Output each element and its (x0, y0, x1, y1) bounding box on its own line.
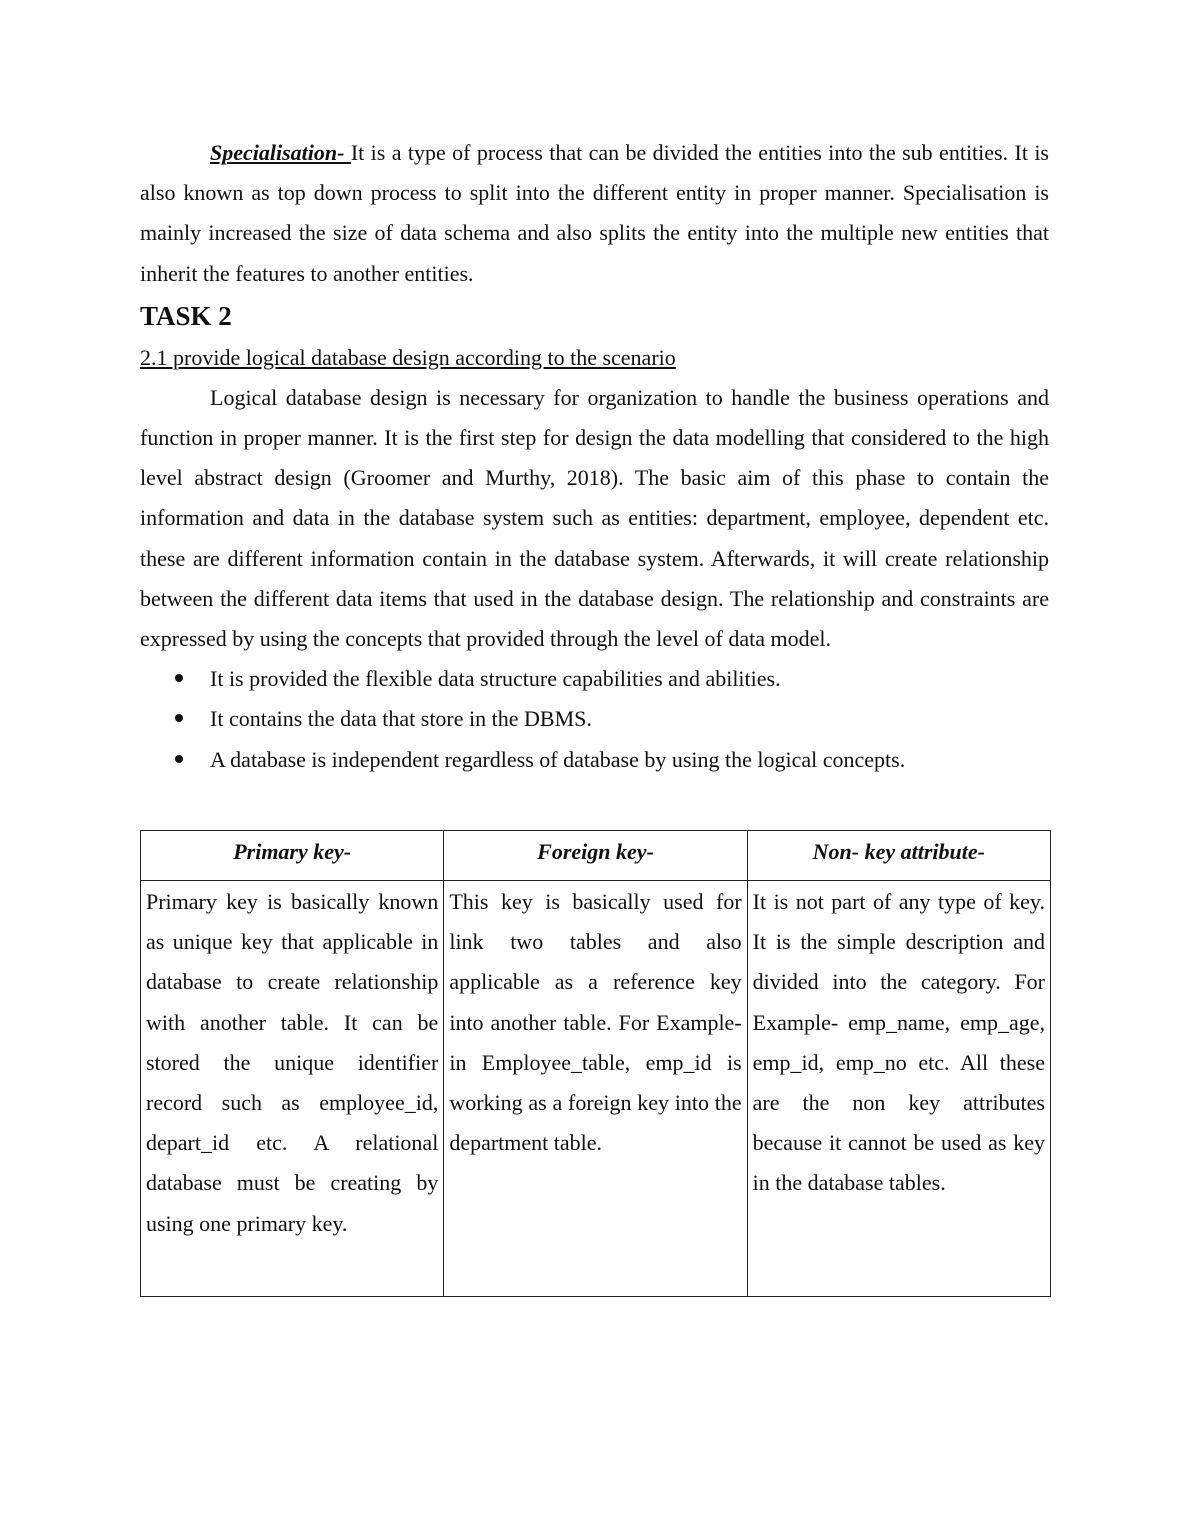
table-header-row (141, 831, 1051, 881)
non-key-attribute-header: Non- key attribute- (747, 831, 1050, 881)
specialisation-paragraph (140, 133, 1049, 294)
primary-key-header: Primary key- (141, 831, 444, 881)
task-heading: TASK 2 (140, 300, 232, 331)
bullet-icon (175, 674, 183, 682)
specialisation-text: It is a type of process that can be divided the entities into the sub entities. It is also known as top down process to split into the different entity in proper manner. Specialisation is mainly increased the size of data schema and also splits the entity into the multiple new entities that inherit the features to another entities. (140, 140, 1049, 286)
foreign-key-cell: This key is basically used for link two tables and also applicable as a reference key into another table. For Example- in Employee_table, emp_id is working as a foreign key into the department table. (444, 881, 747, 1297)
bullet-icon (175, 755, 183, 763)
bullet-icon (175, 714, 183, 722)
non-key-attribute-cell: It is not part of any type of key. It is the simple description and divided into the category. For Example- emp_name, emp_age, emp_id, emp_no etc. All these are the non key attributes because it cannot be used as key in the database tables. (747, 881, 1050, 1297)
keys-table (140, 830, 1051, 1297)
primary-key-cell: Primary key is basically known as unique key that applicable in database to create relationship with another table. It can be stored the unique identifier record such as employee_id, depart_id etc. A relational database must be creating by using one primary key. (141, 881, 444, 1297)
foreign-key-header: Foreign key- (444, 831, 747, 881)
list-item: A database is independent regardless of database by using the logical concepts. (140, 740, 1049, 780)
logical-design-paragraph: Logical database design is necessary for organization to handle the business operations and function in proper manner. It is the first step for design the data modelling that considered to the high level abstract design (Groomer and Murthy, 2018). The basic aim of this phase to contain the information and data in the database system such as entities: department, employee, dependent etc. these are different information contain in the database system. Afterwards, it will create relationship between the different data items that used in the database design. The relationship and constraints are expressed by using the concepts that provided through the level of data model. (140, 384, 1049, 652)
table-row (141, 881, 1051, 1297)
document-page (140, 133, 1049, 780)
section-subheading: 2.1 provide logical database design according to the scenario (140, 344, 676, 370)
specialisation-term: Specialisation- (210, 140, 345, 165)
list-item: It contains the data that store in the DBMS. (140, 699, 1049, 739)
bullet-list (140, 659, 1049, 780)
list-item: It is provided the flexible data structure capabilities and abilities. (140, 659, 1049, 699)
